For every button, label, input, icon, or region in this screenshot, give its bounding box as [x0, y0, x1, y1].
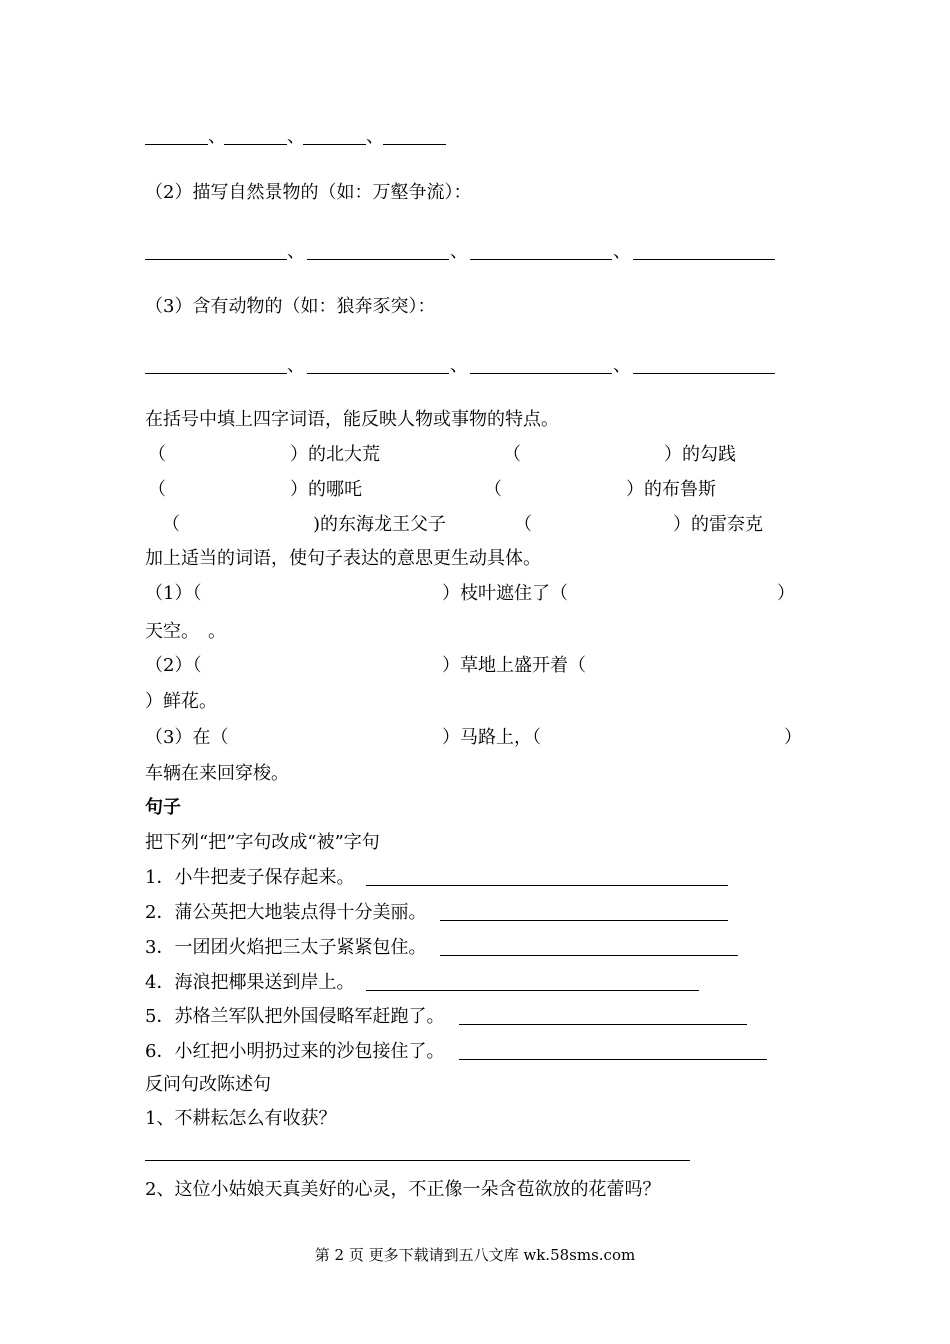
- ba-sentence-4: 4．海浪把椰果送到岸上。: [145, 972, 355, 993]
- open-paren: （: [484, 479, 502, 500]
- answer-blank[interactable]: [470, 259, 612, 260]
- answer-blank[interactable]: [145, 144, 208, 145]
- answer-blank[interactable]: [470, 373, 612, 374]
- open-paren: （: [148, 479, 166, 500]
- sentence-3-start: （3）在（: [145, 727, 229, 748]
- sentence-2-mid: ）草地上盛开着（: [442, 655, 586, 676]
- sentence-3-close: ）: [784, 727, 802, 748]
- separator: 、: [450, 355, 468, 376]
- sentence-3-end: 车辆在来回穿梭。: [145, 763, 289, 784]
- sentence-2-end: ）鲜花。: [145, 691, 217, 712]
- sentence-3-mid: ）马路上，（: [442, 727, 541, 748]
- section-heading-sentences: 句子: [145, 797, 181, 818]
- phrase-bruce: ）的布鲁斯: [626, 479, 716, 500]
- open-paren: （: [503, 444, 521, 465]
- page-footer: 第 2 页 更多下载请到五八文库 wk.58sms.com: [314, 1246, 636, 1264]
- add-words-instruction: 加上适当的词语，使句子表达的意思更生动具体。: [145, 548, 541, 569]
- item-3-text: （3）含有动物的（如：狼奔豕突）：: [145, 296, 436, 317]
- answer-line[interactable]: [459, 1059, 767, 1060]
- phrase-laennec: ）的雷奈克: [673, 514, 763, 535]
- answer-blank[interactable]: [633, 373, 775, 374]
- ba-sentence-2: 2．蒲公英把大地装点得十分美丽。: [145, 902, 427, 923]
- rhetorical-instruction: 反问句改陈述句: [145, 1074, 271, 1095]
- ba-sentence-1: 1．小牛把麦子保存起来。: [145, 867, 355, 888]
- answer-blank[interactable]: [307, 373, 449, 374]
- answer-line[interactable]: [366, 990, 699, 991]
- separator: 、: [450, 241, 468, 262]
- sentence-1-start: （1）（: [145, 583, 202, 604]
- answer-line[interactable]: [440, 920, 728, 921]
- separator: 、: [287, 241, 305, 262]
- answer-line[interactable]: [440, 955, 738, 956]
- sentence-2-start: （2）（: [145, 655, 202, 676]
- ba-sentence-5: 5．苏格兰军队把外国侵略军赶跑了。: [145, 1006, 445, 1027]
- answer-blank[interactable]: [307, 259, 449, 260]
- rhetorical-question-2: 2、这位小姑娘天真美好的心灵，不正像一朵含苞欲放的花蕾吗？: [145, 1179, 661, 1200]
- open-paren: （: [162, 514, 180, 535]
- answer-blank[interactable]: [145, 259, 287, 260]
- separator: 、: [613, 355, 631, 376]
- answer-blank[interactable]: [383, 144, 446, 145]
- phrase-goujian: ）的勾践: [664, 444, 736, 465]
- open-paren: （: [148, 444, 166, 465]
- ba-sentence-3: 3．一团团火焰把三太子紧紧包住。: [145, 937, 427, 958]
- rhetorical-question-1: 1、不耕耘怎么有收获？: [145, 1108, 337, 1129]
- item-2-text: （2）描写自然景物的（如：万壑争流）：: [145, 182, 472, 203]
- separator: 、: [613, 241, 631, 262]
- sentence-1-close: ）: [777, 583, 795, 604]
- answer-line[interactable]: [366, 885, 728, 886]
- answer-blank[interactable]: [633, 259, 775, 260]
- answer-line[interactable]: [459, 1024, 747, 1025]
- answer-line[interactable]: [145, 1160, 690, 1161]
- fill-words-instruction: 在括号中填上四字词语，能反映人物或事物的特点。: [145, 409, 559, 430]
- separator: 、: [366, 126, 384, 147]
- answer-blank[interactable]: [145, 373, 287, 374]
- open-paren: （: [514, 514, 532, 535]
- phrase-north-wilderness: ）的北大荒: [290, 444, 380, 465]
- answer-blank[interactable]: [224, 144, 287, 145]
- phrase-nezha: ）的哪吒: [290, 479, 362, 500]
- separator: 、: [208, 126, 226, 147]
- phrase-dragon-king: )的东海龙王父子: [313, 514, 447, 535]
- sentence-1-mid: ）枝叶遮住了（: [442, 583, 568, 604]
- sentence-1-end: 天空。 。: [145, 621, 226, 642]
- separator: 、: [287, 126, 305, 147]
- answer-blank[interactable]: [303, 144, 366, 145]
- ba-bei-instruction: 把下列“把”字句改成“被”字句: [145, 832, 380, 853]
- ba-sentence-6: 6．小红把小明扔过来的沙包接住了。: [145, 1041, 445, 1062]
- separator: 、: [287, 355, 305, 376]
